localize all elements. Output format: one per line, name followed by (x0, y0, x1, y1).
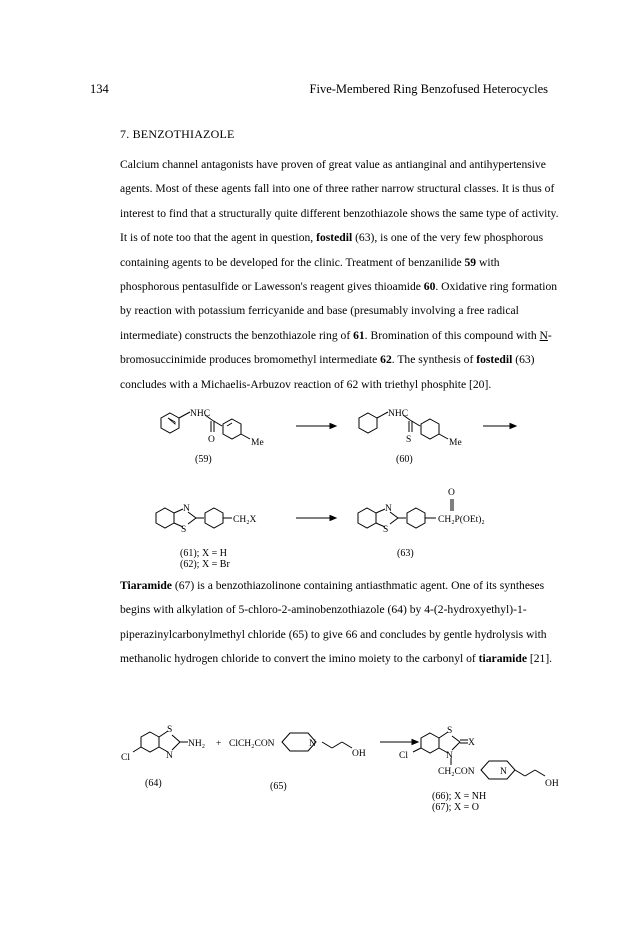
caption-62: (62); X = Br (180, 559, 230, 570)
section-title: 7. BENZOTHIAZOLE (120, 127, 235, 141)
label-s-61: S (181, 525, 187, 535)
caption-67: (67); X = O (432, 802, 480, 813)
label-clch2con: ClCH₂CON (229, 739, 275, 749)
page-number: 134 (90, 82, 109, 96)
label-s-66: S (447, 726, 453, 736)
caption-60: (60) (396, 454, 413, 465)
label-s-64: S (167, 725, 173, 735)
label-nh2: NH₂ (188, 739, 206, 749)
label-n-66b: N (500, 767, 507, 777)
label-n-63: N (385, 504, 392, 514)
term-fostedil-2: fostedil (476, 353, 513, 367)
label-cl-66: Cl (399, 751, 408, 761)
compound-63 (358, 488, 485, 559)
label-ch2x: CH₂X (233, 515, 257, 525)
label-s-63: S (383, 525, 389, 535)
compound-66-67 (399, 726, 559, 813)
label-o-59: O (208, 435, 215, 445)
label-me-60: Me (449, 438, 462, 448)
label-me-59: Me (251, 438, 264, 448)
label-ch2p: CH₂P(OEt)₂ (438, 515, 485, 525)
label-n-66: N (446, 751, 453, 761)
label-ch2con: CH₂CON (438, 767, 475, 777)
caption-65: (65) (270, 781, 287, 792)
label-oh-66: OH (545, 779, 559, 789)
label-x: X (468, 738, 475, 748)
label-o-63: O (448, 488, 455, 498)
compound-60 (359, 409, 462, 465)
term-fostedil: fostedil (316, 231, 353, 245)
running-title: Five-Membered Ring Benzofused Heterocycles (309, 82, 548, 96)
compound-59 (161, 409, 264, 465)
label-plus: + (216, 739, 222, 749)
label-nhc-60: NHC (388, 409, 409, 419)
caption-61: (61); X = H (180, 548, 228, 559)
caption-64: (64) (145, 778, 162, 789)
caption-59: (59) (195, 454, 212, 465)
label-oh-65: OH (352, 749, 366, 759)
label-n-64: N (166, 751, 173, 761)
label-n-61: N (183, 504, 190, 514)
caption-63: (63) (397, 548, 414, 559)
label-cl-64: Cl (121, 753, 130, 763)
label-n-65: N (309, 739, 316, 749)
term-tiaramide: Tiaramide (120, 579, 172, 592)
label-nhc-59: NHC (190, 409, 211, 419)
paragraph-tiaramide: Tiaramide (67) is a benzothiazolinone containing antiasthmatic agent. One of its syntheses begins with alkylation of 5-chloro-2-aminobenzothiazole (64) by 4-(2-hydroxyethyl)-1-piperazinylcarbonylmethyl chloride (65) to give 66 and concludes by gentle hydrolysis with methanolic hydrogen chloride to convert the imino moiety to the carbonyl of tiaramide [21]. (120, 579, 553, 666)
caption-66: (66); X = NH (432, 791, 487, 802)
compound-65 (229, 733, 366, 792)
label-s-60: S (406, 435, 412, 445)
paragraph-fostedil: Calcium channel antagonists have proven of great value as antianginal and antihypertensive agents. Most of these agents fall into one of three rather narrow structural classes. It is thus of interest to find that a structurally quite different benzothiazole shows the same type of activity. It is of note too that the agent in question, fostedil (63), is one of the very few phosphorous containing agents to be developed for the clinic. Treatment of benzanilide 59 with phosphorous pentasulfide or Lawesson's reagent gives thioamide 60. Oxidative ring formation by reaction with potassium ferricyanide and base (presumably involving a free radical intermediate) constructs the benzothiazole ring of 61. Bromination of this compound with N-bromosuccinimide produces bromomethyl intermediate 62. The synthesis of fostedil (63) concludes with a Michaelis-Arbuzov reaction of 62 with triethyl phosphite [20]. (120, 158, 559, 391)
compound-64 (121, 725, 205, 789)
term-tiaramide-2: tiaramide (478, 652, 527, 666)
compound-61-62 (156, 504, 257, 570)
